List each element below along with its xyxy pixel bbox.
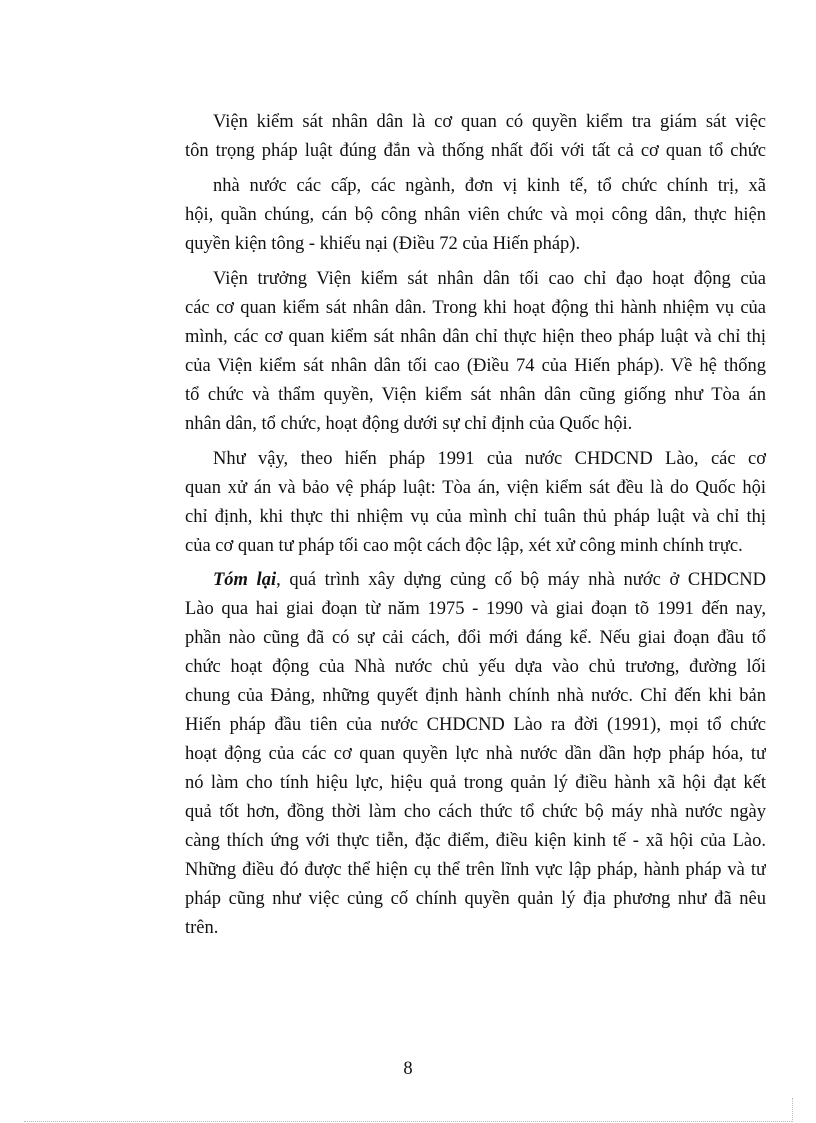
text-line: mình, các cơ quan kiểm sát nhân dân chỉ thực hiện theo pháp luật và chỉ thị <box>185 327 766 347</box>
text-line: Viện trưởng Viện kiểm sát nhân dân tối cao chỉ đạo hoạt động của <box>213 269 766 289</box>
text-line: Lào qua hai giai đoạn từ năm 1975 - 1990 và giai đoạn tõ 1991 đến nay, <box>185 599 766 619</box>
page-edge-dotted-border-right <box>792 1098 793 1122</box>
text-line: tổ chức và thẩm quyền, Viện kiểm sát nhân dân cũng giống như Tòa án <box>185 385 766 405</box>
text-line: Những điều đó được thể hiện cụ thể trên lĩnh vực lập pháp, hành pháp và tư <box>185 860 766 880</box>
text-line: hoạt động của các cơ quan quyền lực nhà nước dần dần hợp pháp hóa, tư <box>185 744 766 764</box>
text-line: quan xử án và bảo vệ pháp luật: Tòa án, viện kiểm sát đều là do Quốc hội <box>185 478 766 498</box>
text-line: pháp cũng như việc củng cố chính quyền quản lý địa phương như đã nêu <box>185 889 766 909</box>
text-line: quyền kiện tông - khiếu nại (Điều 72 của Hiến pháp). <box>185 234 581 254</box>
page-edge-dotted-border <box>24 1121 792 1122</box>
text-line: nhà nước các cấp, các ngành, đơn vị kinh tế, tổ chức chính trị, xã <box>213 176 766 196</box>
text-line: của cơ quan tư pháp tối cao một cách độc lập, xét xử công minh chính trực. <box>185 536 743 556</box>
text-line: Viện kiểm sát nhân dân là cơ quan có quyền kiểm tra giám sát việc <box>213 112 766 132</box>
text-run: , quá trình xây dựng củng cố bộ máy nhà nước ở CHDCND <box>276 570 766 590</box>
text-line: quả tốt hơn, đồng thời làm cho cách thức tổ chức bộ máy nhà nước ngày <box>185 802 766 822</box>
text-line: Hiến pháp đầu tiên của nước CHDCND Lào ra đời (1991), mọi tổ chức <box>185 715 766 735</box>
text-line: các cơ quan kiểm sát nhân dân. Trong khi hoạt động thi hành nhiệm vụ của <box>185 298 766 318</box>
text-line: nhân dân, tổ chức, hoạt động dưới sự chỉ định của Quốc hội. <box>185 414 633 434</box>
text-line: trên. <box>185 918 219 938</box>
text-line: chung của Đảng, những quyết định hành chính nhà nước. Chỉ đến khi bản <box>185 686 766 706</box>
text-line: chức hoạt động của Nhà nước chủ yếu dựa vào chủ trương, đường lối <box>185 657 766 677</box>
text-line: tôn trọng pháp luật đúng đắn và thống nhất đối với tất cả cơ quan tổ chức <box>185 141 766 161</box>
text-line: phần nào cũng đã có sự cải cách, đổi mới đáng kể. Nếu giai đoạn đầu tổ <box>185 628 766 648</box>
lead-phrase: Tóm lại <box>213 570 277 590</box>
text-line: của Viện kiểm sát nhân dân tối cao (Điều 74 của Hiến pháp). Về hệ thống <box>185 356 766 376</box>
text-line: nó làm cho tính hiệu lực, hiệu quả trong quản lý điều hành xã hội đạt kết <box>185 773 766 793</box>
text-line: Như vậy, theo hiến pháp 1991 của nước CHDCND Lào, các cơ <box>213 449 766 469</box>
text-line <box>213 569 766 591</box>
text-line: chỉ định, khi thực thi nhiệm vụ của mình chỉ tuân thủ pháp luật và chỉ thị <box>185 507 766 527</box>
text-line: hội, quần chúng, cán bộ công nhân viên chức và mọi công dân, thực hiện <box>185 205 766 225</box>
page-number: 8 <box>403 1059 413 1079</box>
text-line: càng thích ứng với thực tiễn, đặc điểm, điều kiện kinh tế - xã hội của Lào. <box>185 831 766 851</box>
